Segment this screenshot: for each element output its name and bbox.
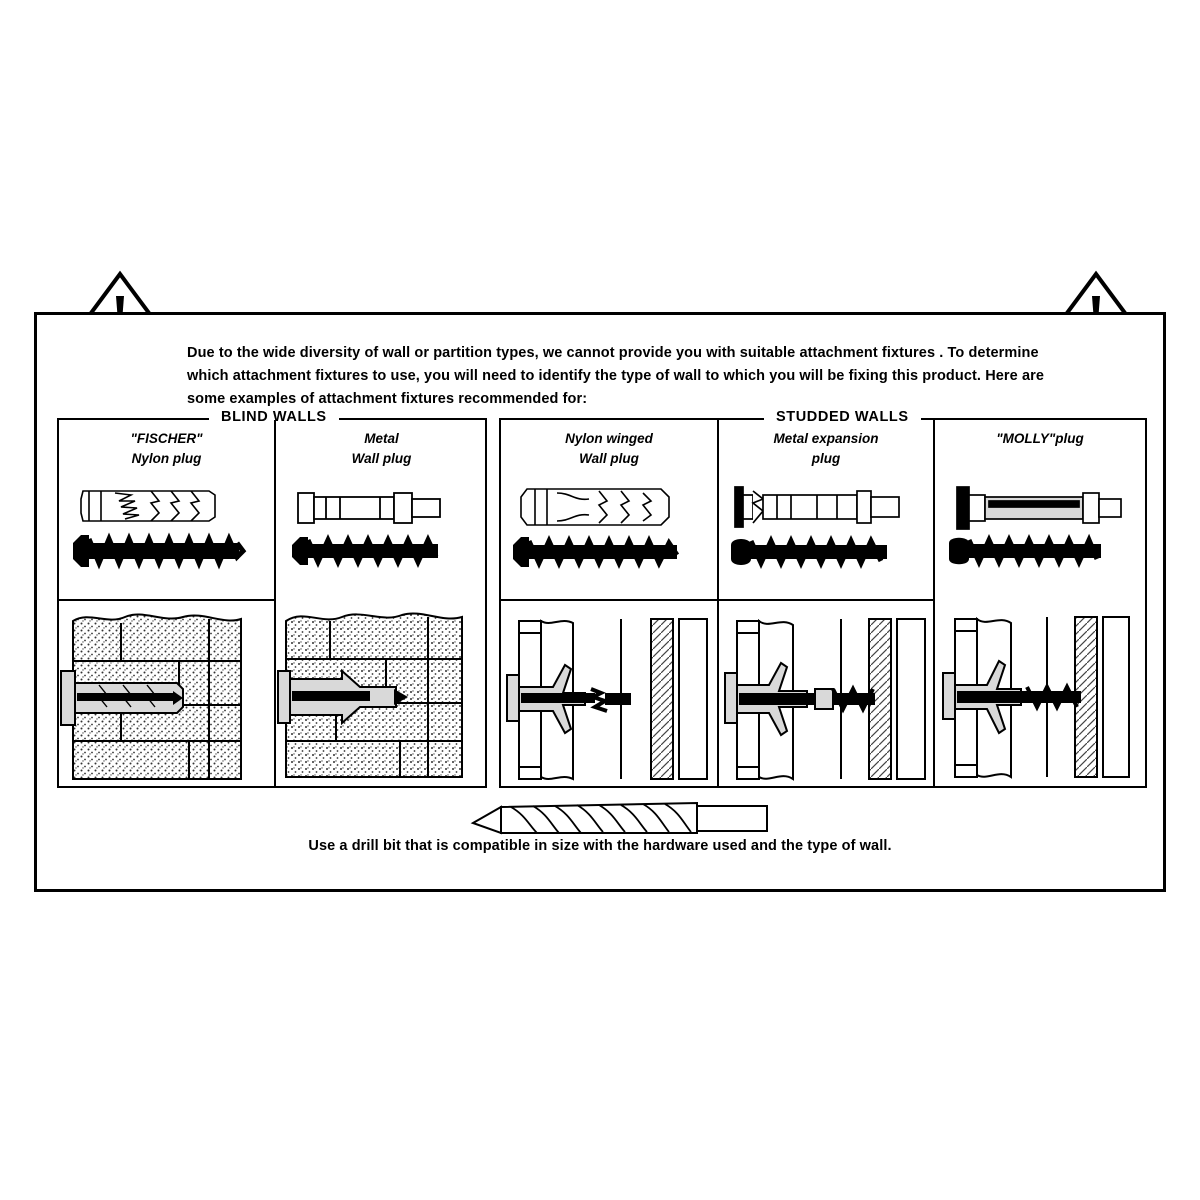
group-title-blind-walls: BLIND WALLS [209,409,339,425]
drill-bit-icon [467,793,787,843]
fixture-illustration-nylon-winged [501,481,717,601]
column-heading-line2: Wall plug [579,450,639,466]
column-heading-line1: "MOLLY"plug [996,431,1084,446]
fixture-illustration-molly [935,481,1145,599]
group-blind-walls [57,409,487,788]
column-heading [719,420,933,481]
group-title-studded-walls: STUDDED WALLS [764,409,921,425]
column-heading-line1: Metal [364,431,399,446]
wall-section-illustration-molly [935,599,1145,795]
column-heading-line2: Nylon plug [131,450,202,466]
group-studded-walls [499,409,1147,788]
column-nylon-winged-wall-plug [501,420,717,786]
column-heading-line1: "FISCHER" [130,431,203,446]
column-heading-line1: Nylon winged [565,431,653,446]
column-fischer-nylon-plug [59,420,274,786]
column-heading [935,420,1145,481]
fixture-illustration-fischer [59,481,274,601]
instruction-sheet [34,312,1166,892]
column-heading-line1: Metal expansion [773,431,879,446]
wall-section-illustration-metal-expansion [719,601,933,797]
column-heading [59,420,274,481]
drill-bit-caption: Use a drill bit that is compatible in size with the hardware used and the type of wall. [308,838,892,854]
wall-section-illustration-metal-wall-plug [276,599,487,795]
column-molly-plug [933,420,1145,786]
column-heading [276,420,487,481]
column-metal-wall-plug [274,420,487,786]
intro-paragraph: Due to the wide diversity of wall or partition types, we cannot provide you with suitable attachment fixtures . To determine which attachment fixtures to use, you will need to identify the type of wall to which you will be fixing this product. Here are some examples of attachment fixtures recommended for: [187,344,1045,408]
wall-section-illustration-nylon-winged [501,601,717,797]
column-heading-line2: Wall plug [351,450,412,466]
column-heading [501,420,717,481]
column-metal-expansion-plug [717,420,933,786]
fixture-illustration-metal-wall-plug [276,481,487,599]
column-heading-line2: plug [811,450,841,466]
wall-section-illustration-fischer [59,601,274,797]
fixture-illustration-metal-expansion [719,481,933,601]
